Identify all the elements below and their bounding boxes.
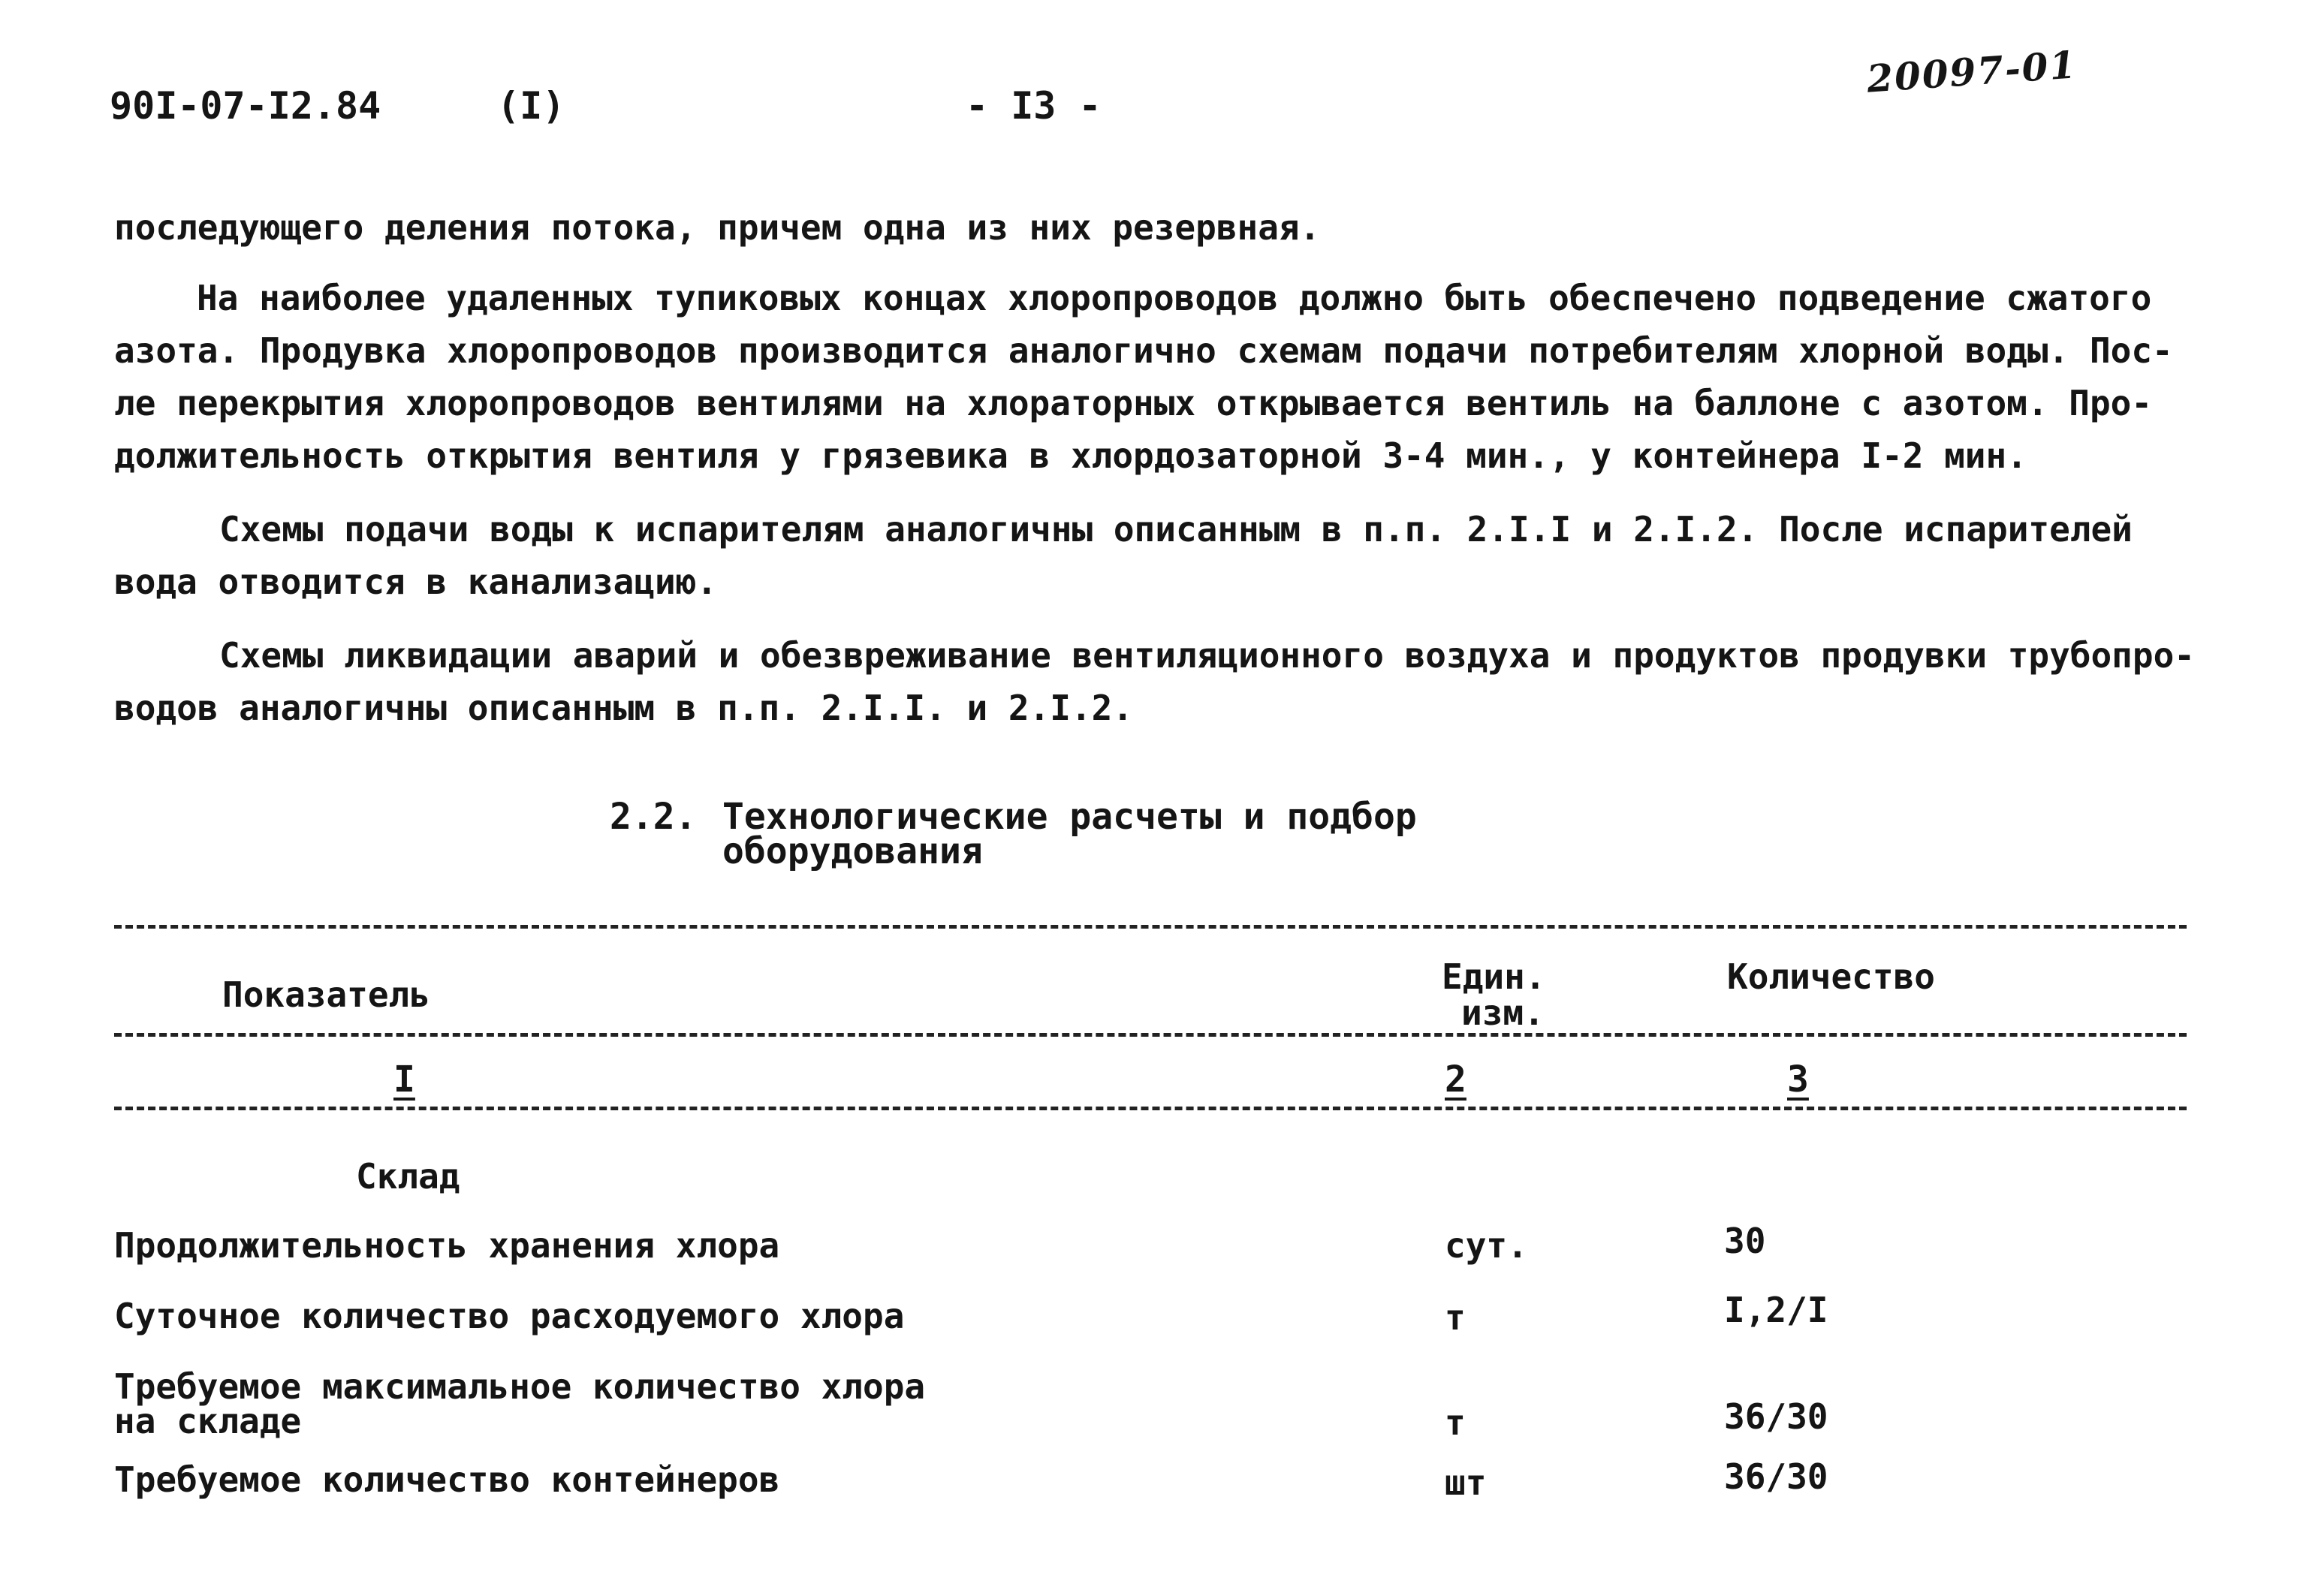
- table-row-name: Продолжительность хранения хлора: [114, 1225, 780, 1266]
- table-row-name: Требуемое максимальное количество хлора: [114, 1366, 926, 1407]
- section-title: Технологические расчеты и подбор: [722, 796, 1417, 838]
- table-row-unit: сут.: [1445, 1225, 1528, 1266]
- table-rule-top: [114, 925, 2187, 929]
- text-line: последующего деления потока, причем одна из них резервная.: [114, 207, 1321, 248]
- table-row-unit: шт: [1445, 1462, 1487, 1503]
- text-line: должительность открытия вентиля у грязевика в хлордозаторной 3-4 мин., у контейнера I-2 мин.: [114, 435, 2027, 476]
- column-number: 3: [1787, 1058, 1809, 1101]
- header-indicator: Показатель: [222, 974, 430, 1015]
- text-line: Схемы ликвидации аварий и обезвреживание вентиляционного воздуха и продуктов продувки трубопро-: [219, 635, 2195, 676]
- text-line: Схемы подачи воды к испарителям аналогичны описанным в п.п. 2.I.I и 2.I.2. После испарителей: [219, 509, 2133, 550]
- table-group-label: Склад: [356, 1156, 460, 1197]
- handwritten-stamp: 20097-01: [1865, 42, 2079, 101]
- section-number: 2.2.: [610, 796, 697, 838]
- table-row-value: 36/30: [1724, 1396, 1828, 1437]
- table-row-value: I,2/I: [1724, 1290, 1828, 1330]
- document-part: (I): [497, 84, 565, 128]
- table-rule-header: [114, 1033, 2187, 1037]
- table-row-value: 36/30: [1724, 1456, 1828, 1497]
- document-code: 90I-07-I2.84: [110, 84, 381, 128]
- column-number: 2: [1445, 1058, 1466, 1101]
- header-unit: Един.: [1442, 956, 1546, 997]
- text-line: азота. Продувка хлоропроводов производится аналогично схемам подачи потребителям хлорной воды. Пос-: [114, 330, 2173, 371]
- table-row-name: Требуемое количество контейнеров: [114, 1459, 780, 1500]
- column-number: I: [393, 1058, 415, 1101]
- table-row-unit: т: [1445, 1402, 1466, 1443]
- header-unit-continued: изм.: [1461, 992, 1545, 1033]
- table-row-value: 30: [1724, 1221, 1766, 1261]
- text-line: водов аналогичны описанным в п.п. 2.I.I. и 2.I.2.: [114, 688, 1134, 728]
- text-line: На наиболее удаленных тупиковых концах хлоропроводов должно быть обеспечено подведение сжатого: [197, 278, 2152, 318]
- text-line: ле перекрытия хлоропроводов вентилями на хлораторных открывается вентиль на баллоне с азотом. Про-: [114, 383, 2153, 423]
- header-quantity: Количество: [1727, 956, 1935, 997]
- table-row-name-continued: на складе: [114, 1401, 302, 1441]
- table-row-name: Суточное количество расходуемого хлора: [114, 1296, 905, 1336]
- table-row-unit: т: [1445, 1297, 1466, 1338]
- table-rule-numbers: [114, 1107, 2187, 1110]
- text-line: вода отводится в канализацию.: [114, 562, 718, 602]
- page-number: - I3 -: [966, 84, 1102, 128]
- section-title-continued: оборудования: [722, 830, 983, 872]
